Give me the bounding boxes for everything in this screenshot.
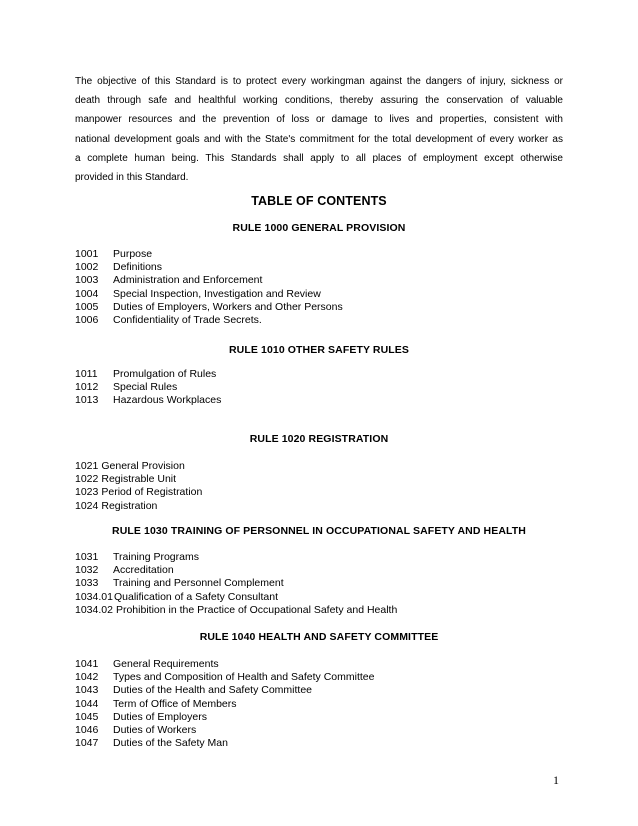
entry-title: Training and Personnel Complement [113,577,284,590]
toc-entry[interactable] [75,473,202,486]
toc-entry[interactable] [75,724,374,737]
toc-entry[interactable] [75,711,374,724]
toc-entry[interactable] [75,564,397,577]
entry-title: Duties of the Health and Safety Committee [113,684,313,697]
toc-title: TABLE OF CONTENTS [251,194,387,208]
toc-entry[interactable] [75,274,343,287]
entry-title: Period of Registration [101,486,203,499]
toc-entry[interactable] [75,671,374,684]
entry-number: 1013 [75,394,99,407]
toc-entry[interactable] [75,394,221,407]
entry-title: Hazardous Workplaces [113,394,222,407]
toc-entry[interactable] [75,500,202,513]
entry-number: 1023 [75,486,99,499]
entry-number: 1033 [75,577,99,590]
intro-line: national development goals and with the State's commitment for the total development of every worker as [75,133,563,145]
toc-entry[interactable] [75,684,374,697]
toc-entry[interactable] [75,460,202,473]
rule-1010-heading: RULE 1010 OTHER SAFETY RULES [229,344,409,356]
entry-number: 1011 [75,368,98,380]
toc-entry[interactable] [75,368,221,381]
entry-number: 1046 [75,724,99,737]
entry-title: Training Programs [113,551,199,563]
entry-number: 1031 [75,551,99,563]
entry-number: 1047 [75,737,99,750]
entry-number: 1032 [75,564,99,577]
rule-1000-heading: RULE 1000 GENERAL PROVISION [232,222,406,234]
entry-title: Purpose [113,248,153,260]
entry-number: 1044 [75,697,99,710]
entry-number: 1006 [75,314,99,327]
toc-entry[interactable] [75,737,374,750]
entry-title: Duties of the Safety Man [113,737,228,750]
toc-entry[interactable] [75,248,343,261]
entry-title: Types and Composition of Health and Safety Committee [113,671,375,684]
intro-line: manpower resources and the prevention of loss or damage to lives and properties, consistent with [75,114,563,126]
entry-number: 1043 [75,684,99,697]
entry-number: 1005 [75,300,99,313]
entry-number: 1001 [75,248,99,260]
entry-title: Duties of Employers [113,710,207,723]
entry-title: Registration [101,499,158,512]
entry-title: General Provision [101,460,185,472]
entry-number: 1022 [75,473,99,486]
rule-1040-heading: RULE 1040 HEALTH AND SAFETY COMMITTEE [199,631,439,643]
rule-1000-entries [75,248,343,327]
page-number: 1 [553,773,559,787]
rule-1030-entries [75,551,397,617]
entry-number: 1002 [75,261,99,274]
rule-1020-entries [75,460,202,513]
toc-entry[interactable] [75,658,374,671]
entry-title: Prohibition in the Practice of Occupational Safety and Health [115,603,398,616]
entry-title: Promulgation of Rules [113,368,217,380]
intro-line: death through safe and healthful working conditions, thereby assuring the conservation of valuable [75,95,563,107]
entry-title: Special Inspection, Investigation and Review [113,287,321,300]
entry-number: 1041 [75,658,99,670]
toc-entry[interactable] [75,591,397,604]
entry-title: Duties of Employers, Workers and Other Persons [113,300,343,313]
entry-number: 1004 [75,287,99,300]
entry-number: 1045 [75,710,99,723]
entry-title: Accreditation [113,564,174,577]
intro-line: a complete human being. This Standards shall apply to all places of employment except otherwise [75,152,563,164]
rule-1010-entries [75,368,221,408]
rule-1030-heading: RULE 1030 TRAINING OF PERSONNEL IN OCCUPATIONAL SAFETY AND HEALTH [112,525,526,537]
entry-title: Administration and Enforcement [113,274,263,287]
rule-1020-heading: RULE 1020 REGISTRATION [249,433,389,445]
entry-number: 1034.02 [75,603,113,616]
entry-number: 1012 [75,381,99,394]
intro-paragraph [75,72,563,187]
entry-title: Confidentiality of Trade Secrets. [113,314,262,327]
entry-number: 1034.01 [75,590,113,603]
entry-number: 1021 [75,460,99,472]
entry-title: General Requirements [113,658,219,670]
toc-entry[interactable] [75,301,343,314]
toc-entry[interactable] [75,381,221,394]
entry-title: Qualification of a Safety Consultant [113,590,278,603]
entry-title: Term of Office of Members [113,697,237,710]
toc-entry[interactable] [75,551,397,564]
intro-line: The objective of this Standard is to protect every workingman against the dangers of injury, sickness or [75,76,563,87]
entry-number: 1003 [75,274,99,287]
entry-title: Special Rules [113,381,178,394]
toc-entry[interactable] [75,577,397,590]
entry-number: 1042 [75,671,99,684]
toc-entry[interactable] [75,314,343,327]
toc-entry[interactable] [75,288,343,301]
toc-entry[interactable] [75,261,343,274]
entry-title: Definitions [113,261,163,274]
rule-1040-entries [75,658,374,750]
toc-entry[interactable] [75,698,374,711]
toc-entry[interactable] [75,486,202,499]
toc-entry[interactable] [75,604,397,617]
entry-number: 1024 [75,499,99,512]
entry-title: Registrable Unit [101,473,177,486]
entry-title: Duties of Workers [113,724,197,737]
intro-line: provided in this Standard. [75,172,189,184]
